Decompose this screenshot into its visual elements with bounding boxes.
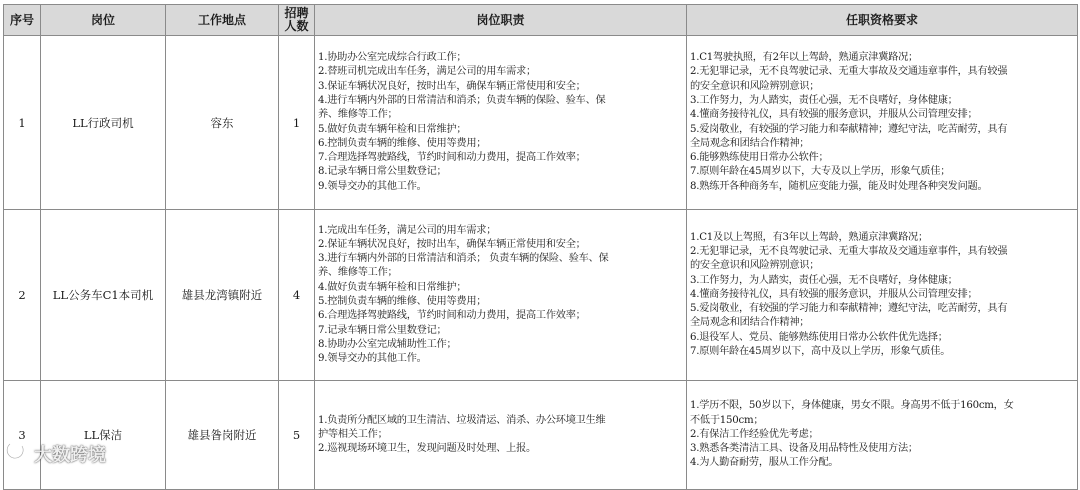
- duty-line: 6.合理选择驾驶路线，节约时间和动力费用，提高工作效率；: [318, 310, 586, 322]
- requirement-line: 4.懂商务接待礼仪，具有较强的服务意识，并服从公司管理安排；: [690, 109, 978, 121]
- requirement-line: 1.学历不限，50岁以下，身体健康，男女不限。身高男不低于160cm，女: [690, 400, 1014, 412]
- row-duties: [315, 36, 687, 210]
- requirement-line: 7.原则年龄在45周岁以下，大专及以上学历，形象气质佳；: [690, 166, 951, 178]
- duty-line: 养、维修等工作；: [318, 109, 398, 121]
- requirement-line: 3.工作努力，为人踏实，责任心强，无不良嗜好，身体健康；: [690, 274, 958, 286]
- row-duties: [315, 210, 687, 381]
- header-position: 岗位: [41, 5, 166, 36]
- requirement-line: 1.C1驾驶执照，有2年以上驾龄，熟通京津冀路况；: [690, 52, 918, 64]
- duty-line: 1.完成出车任务，满足公司的用车需求；: [318, 224, 497, 236]
- row-requirements: [687, 36, 1078, 210]
- duty-line: 5.控制负责车辆的维修、使用等费用；: [318, 296, 487, 307]
- duty-line: 9.领导交办的其他工作。: [318, 180, 427, 192]
- requirement-line: 7.原则年龄在45周岁以下，高中及以上学历，形象气质佳。: [690, 346, 951, 358]
- requirement-line: 4.为人勤奋耐劳，服从工作分配。: [690, 457, 839, 469]
- header-requirements: 任职资格要求: [687, 5, 1078, 36]
- watermark: [6, 440, 106, 467]
- row-count: 1: [279, 36, 315, 210]
- row-num: 1: [4, 36, 41, 210]
- row-requirements: [687, 381, 1078, 490]
- table-row: [4, 381, 1078, 490]
- requirement-line: 3.工作努力，为人踏实，责任心强，无不良嗜好，身体健康；: [690, 94, 958, 106]
- requirement-line: 2.有保洁工作经验优先考虑；: [690, 428, 819, 440]
- duty-line: 2.巡视现场环境卫生，发现问题及时处理、上报。: [318, 443, 536, 455]
- duty-line: 8.记录车辆日常公里数登记；: [318, 166, 447, 178]
- requirement-line: 不低于150cm；: [690, 414, 764, 426]
- requirement-line: 1.C1及以上驾照，有3年以上驾龄，熟通京津冀路况；: [690, 231, 928, 243]
- duty-line: 6.控制负责车辆的维修、使用等费用；: [318, 137, 487, 149]
- requirement-line: 4.懂商务接待礼仪，具有较强的服务意识，并服从公司管理安排；: [690, 288, 978, 300]
- requirement-line: 6.能够熟练使用日常办公软件；: [690, 152, 829, 164]
- requirement-line: 全局观念和团结合作精神；: [690, 317, 810, 329]
- duty-line: 8.协助办公室完成辅助性工作；: [318, 338, 457, 350]
- brand-logo-icon: [6, 440, 30, 467]
- row-position: LL保洁: [41, 381, 166, 490]
- row-location: 雄县昝岗附近: [166, 381, 279, 490]
- duty-line: 4.进行车辆内外部的日常清洁和消杀；负责车辆的保险、验车、保: [318, 94, 606, 106]
- duty-line: 7.记录车辆日常公里数登记；: [318, 324, 447, 336]
- requirement-line: 8.熟练开各种商务车，随机应变能力强，能及时处理各种突发问题。: [690, 180, 988, 192]
- row-duties: [315, 381, 687, 490]
- duty-line: 养、维修等工作；: [318, 267, 398, 279]
- header-count: 招聘人数: [279, 5, 315, 36]
- requirement-line: 3.熟悉各类清洁工具、设备及用品特性及使用方法；: [690, 443, 918, 455]
- duty-line: 4.做好负责车辆年检和日常维护；: [318, 281, 467, 293]
- row-location: 雄县龙湾镇附近: [166, 210, 279, 381]
- requirement-line: 5.爱岗敬业，有较强的学习能力和奉献精神；遵纪守法，吃苦耐劳，具有: [690, 303, 1008, 315]
- duty-line: 5.做好负责车辆年检和日常维护；: [318, 123, 467, 135]
- duty-line: 1.协助办公室完成综合行政工作；: [318, 52, 467, 64]
- duty-line: 3.保证车辆状况良好，按时出车，确保车辆正常使用和安全；: [318, 80, 586, 92]
- duty-line: 1.负责所分配区域的卫生清洁、垃圾清运、消杀、办公环境卫生维: [318, 414, 606, 426]
- row-position: LL行政司机: [41, 36, 166, 210]
- requirement-line: 6.退役军人、党员、能够熟练使用日常办公软件优先选择；: [690, 331, 948, 343]
- header-row: [4, 5, 1078, 36]
- requirement-line: 2.无犯罪记录，无不良驾驶记录、无重大事故及交通违章事件，具有较强: [690, 66, 1008, 78]
- requirement-line: 的安全意识和风险辨别意识；: [690, 260, 820, 272]
- row-count: 4: [279, 210, 315, 381]
- row-location: 容东: [166, 36, 279, 210]
- row-num: 2: [4, 210, 41, 381]
- row-position: LL公务车C1本司机: [41, 210, 166, 381]
- requirement-line: 全局观念和团结合作精神；: [690, 137, 810, 149]
- duty-line: 7.合理选择驾驶路线，节约时间和动力费用，提高工作效率；: [318, 152, 586, 164]
- duty-line: 2.保证车辆状况良好，按时出车，确保车辆正常使用和安全；: [318, 238, 586, 250]
- duty-line: 护等相关工作；: [318, 428, 388, 440]
- duty-line: 3.进行车辆内外部的日常清洁和消杀； 负责车辆的保险、验车、保: [318, 253, 609, 265]
- header-duties: 岗位职责: [315, 5, 687, 36]
- header-num: 序号: [4, 5, 41, 36]
- duty-line: 9.领导交办的其他工作。: [318, 353, 427, 365]
- requirement-line: 5.爱岗敬业，有较强的学习能力和奉献精神；遵纪守法，吃苦耐劳，具有: [690, 123, 1008, 135]
- header-location: 工作地点: [166, 5, 279, 36]
- row-num: 3: [4, 381, 41, 490]
- row-requirements: [687, 210, 1078, 381]
- requirement-line: 2.无犯罪记录，无不良驾驶记录、无重大事故及交通违章事件，具有较强: [690, 245, 1008, 257]
- table-row: [4, 210, 1078, 381]
- duty-line: 2.替班司机完成出车任务，满足公司的用车需求；: [318, 66, 536, 78]
- row-count: 5: [279, 381, 315, 490]
- watermark-text: 大数跨境: [34, 444, 106, 466]
- job-table: [3, 4, 1078, 490]
- table-row: [4, 36, 1078, 210]
- requirement-line: 的安全意识和风险辨别意识；: [690, 80, 820, 92]
